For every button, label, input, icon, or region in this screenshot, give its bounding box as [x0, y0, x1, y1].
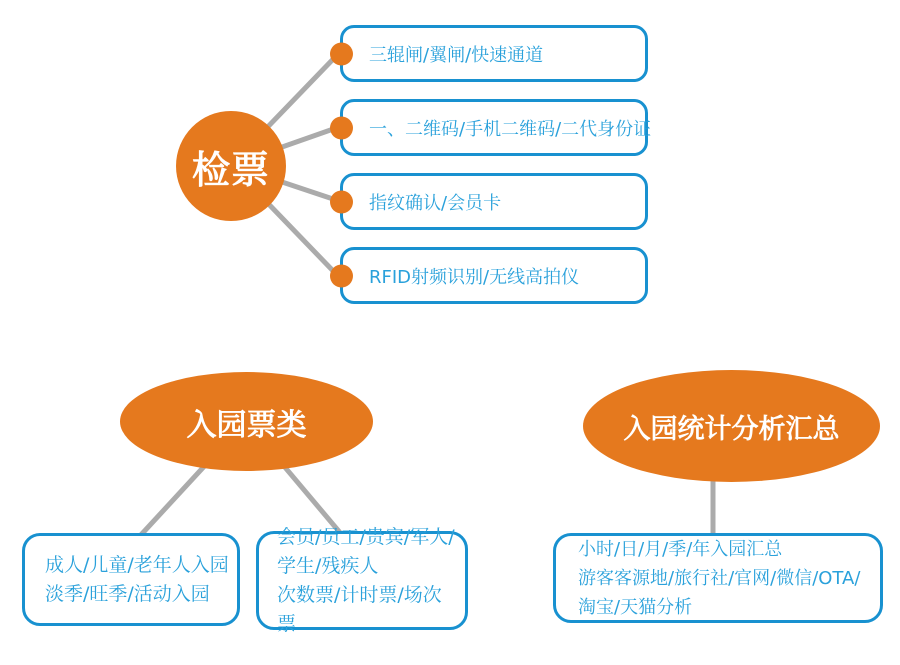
leaf-box-visitor-types: [22, 533, 240, 626]
branch-box-fingerprint: [340, 173, 648, 230]
branch-dot-icon: [330, 42, 353, 65]
branch-label: 一、二维码/手机二维码/二代身份证: [369, 118, 652, 140]
branch-box-rfid: [340, 247, 648, 304]
root-node-ticket-check: [176, 111, 286, 221]
branch-label: 指纹确认/会员卡: [369, 192, 502, 214]
ticket-types-node: [120, 372, 373, 471]
branch-dot-icon: [330, 264, 353, 287]
leaf-box-statistics-summary: [553, 533, 883, 623]
branch-label: RFID射频识别/无线高拍仪: [369, 266, 580, 288]
branch-dot-icon: [330, 116, 353, 139]
leaf-text-line: 淡季/旺季/活动入园: [45, 582, 210, 605]
branch-box-turnstile: [340, 25, 648, 82]
branch-dot-icon: [330, 190, 353, 213]
leaf-box-member-types: [256, 525, 468, 635]
leaf-text-line: 小时/日/月/季/年入园汇总: [578, 538, 783, 560]
ticket-types-label: 入园票类: [186, 407, 307, 443]
branch-label: 三辊闸/翼闸/快速通道: [369, 44, 544, 66]
leaf-text-line: 会员/员工/贵宾/军人/学生/残疾人: [277, 525, 455, 577]
leaf-text-line: 次数票/计时票/场次票: [277, 583, 442, 635]
branch-box-qrcode: [340, 99, 652, 156]
statistics-node: [583, 370, 880, 482]
leaf-text-line: 游客客源地/旅行社/官网/微信/OTA/淘宝/天猫分析: [578, 567, 861, 618]
leaf-text-line: 成人/儿童/老年人入园: [45, 553, 229, 576]
root-node-label: 检票: [191, 147, 270, 192]
statistics-label: 入园统计分析汇总: [623, 413, 840, 445]
